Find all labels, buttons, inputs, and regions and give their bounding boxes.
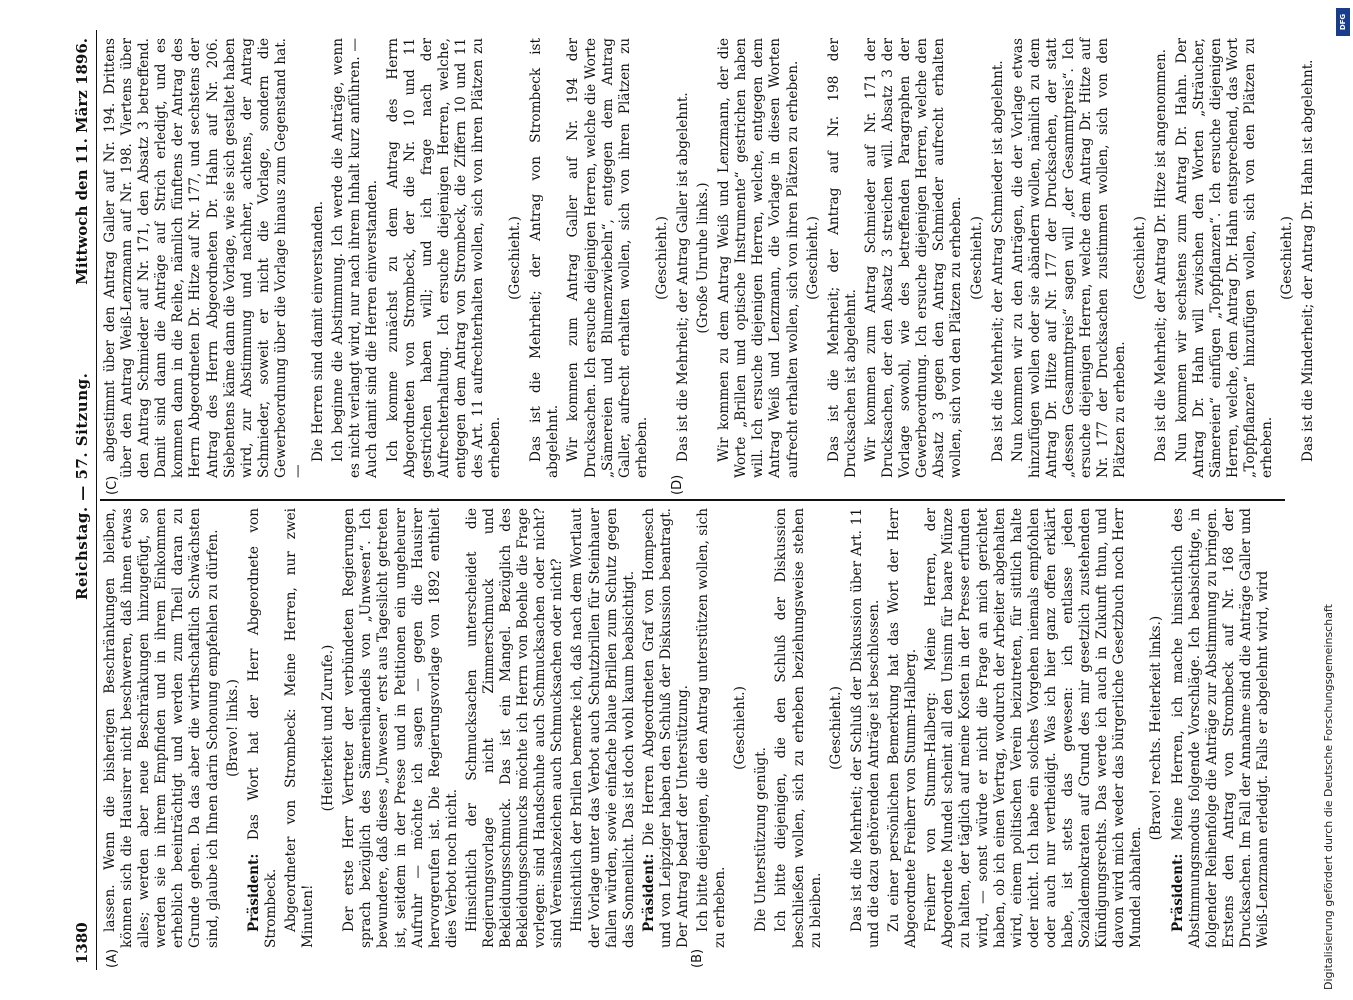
paragraph — [385, 38, 505, 478]
paragraph-text: Die Herren Abgeordneten Graf von Hompesch und von Leipziger haben den Schluß der Diskussion beantragt. Der Antrag bedarf der Unterstützung. — [640, 507, 691, 948]
paragraph-text: Abgeordneter von Strombeck: Meine Herren, nur zwei Minuten! — [282, 508, 317, 948]
paragraph — [565, 38, 650, 478]
paragraph — [990, 38, 1007, 478]
paragraph — [102, 38, 307, 478]
stage-direction: (Geschieht.) — [1132, 216, 1149, 300]
stage-direction: (Bravo! rechts. Heiterkeit links.) — [1148, 615, 1165, 841]
speaker-label: Präsident: — [1169, 853, 1186, 932]
paragraph-text: Meine Herren, ich mache hinsichtlich des Abstimmungsmodus folgende Vorschläge. Ich beabsichtige, in folgender Reihenfolge die Anträge zur Abstimmung zu bringen. Erstens den Antrag von Strombeck auf Nr. 168 der Drucksachen. Im Fall der Annahme sind die Anträge Galler und Weiß-Lenzmann erledigt. Falls er abgelehnt wird, wird — [1169, 507, 1271, 948]
paragraph — [886, 508, 920, 948]
paragraph — [863, 38, 966, 478]
paragraph-text: Die Unterstützung genügt. — [753, 747, 770, 932]
paragraph — [923, 508, 1145, 948]
paragraph-text: Das ist die Mehrheit; der Antrag Schmieder ist abgelehnt. — [989, 60, 1006, 462]
paragraph — [341, 508, 461, 948]
stage-direction: (Geschieht.) — [968, 216, 985, 300]
paragraph — [102, 508, 222, 948]
paragraph — [773, 508, 824, 948]
paragraph-text: Das ist die Mehrheit; der Antrag Galler ist abgelehnt. — [675, 92, 691, 462]
paragraph-text: Das Wort hat der Herr Abgeordnete von Strombeck. — [245, 508, 279, 948]
paragraph — [246, 508, 280, 948]
paragraph-text: abgestimmt über den Antrag Galler auf Nr. 194. Drittens über den Antrag Weiß-Lenzmann auf Nr. 198. Viertens über den Antrag Schmieder auf Nr. 171, den Absatz 3 betreffend. Damit sind dann die Anträge auf Strich erledigt, und es kommen dann in die Reihe, nämlich fünftens der Antrag des Herrn Abgeordneten Dr. Hitze auf Nr. 177, und sechstens der Antrag des Herrn Abgeordneten Dr. Hahn auf Nr. 206. Siebentens käme dann die Vorlage, wie sie sich gestaltet haben wird, zur Abstimmung und nachher, achtens, der Antrag Schmieder, soweit er nicht die Vorlage, sondern die Gewerbeordnung über die Vorlage hinaus zum Gegenstand hat. — — [102, 38, 307, 478]
session-date: Mittwoch den 11. März 1896. — [73, 38, 91, 285]
paragraph — [283, 508, 317, 948]
paragraph — [1170, 508, 1273, 948]
paragraph-text: Das ist die Minderheit; der Antrag Dr. Hahn ist abgelehnt. — [1300, 59, 1317, 462]
document-page — [70, 30, 1317, 970]
paragraph-text: Hinsichtlich der Brillen bemerke ich, daß nach dem Wortlaut der Vorlage unter das Verbot auch Schutzbrillen für Steinhauer fallen würden, sowie einfache blaue Brillen zum Schutz gegen das Sonnenlicht. Das ist doch wohl kaum beabsichtigt. — [569, 508, 637, 948]
stage-direction: (Geschieht.) — [804, 216, 821, 300]
paragraph-text: Wir kommen zu dem Antrag Weiß und Lenzmann, der die Worte „Brillen und optische Instrumente“ gestrichen haben will. Ich ersuche diejenigen Herren, welche, entgegen dem Antrag Weiß und Lenzmann, die Vorlage in diesen Worten aufrecht erhalten wollen, sich von ihren Plätzen zu erheben. — [716, 38, 801, 478]
paragraph — [464, 508, 567, 948]
paragraph — [569, 508, 637, 948]
margin-marker-b: (B) — [690, 948, 705, 968]
left-column — [102, 508, 1282, 948]
column-divider — [100, 500, 1285, 502]
paragraph-text: Das ist die Mehrheit; der Antrag von Strombeck ist abgelehnt. — [528, 38, 562, 478]
paragraph-text: Nun kommen wir sechstens zum Antrag Dr. Hahn. Der Antrag Dr. Hahn will zwischen den Worten „Sträucher, Sämereien“ einfügen „Topfpflanzen“. Ich ersuche diejenigen Herren, welche, dem Antrag Dr. Hahn entsprechend, das Wort „Topfpflanzen“ hinzufügen wollen, sich von den Plätzen zu erheben. — [1173, 38, 1275, 478]
stage-direction: (Geschieht.) — [1279, 216, 1296, 300]
stage-direction: (Geschieht.) — [827, 686, 844, 770]
stage-direction: (Heiterkeit und Zurufe.) — [320, 644, 337, 812]
paragraph — [1153, 38, 1170, 478]
paragraph-text: Die Herren sind damit einverstanden. — [310, 200, 327, 462]
session-title: Reichstag. — 57. Sitzung. — [73, 372, 91, 600]
paragraph-text: Freiherr von Stumm-Halberg: Meine Herren, der Abgeordnete Mundel scheint all den Unsinn für baare Münze zu halten, der täglich auf meine Kosten in der Presse erfunden wird, — sonst würde er nicht die Frage an mich gerichtet haben, ob ich einen Vertrag, wodurch der Arbeiter abgehalten wird, einem politischen Verein beizutreten, für sittlich halte oder nicht. Ich habe ein solches Vorgehen niemals empfohlen oder auch nur vertheidigt. Was ich hier ganz offen erklärt habe, ist stets das gewesen: ich entlasse jeden Sozialdemokraten auf Grund des mir gesetzlich zustehenden Kündigungsrechts. Das werde ich auch in Zukunft thun, und davon wird mich weder das bürgerliche Gesetzbuch noch Herr Mundel abhalten. — [923, 508, 1145, 948]
paragraph-text: Hinsichtlich der Schmucksachen unterscheidet die Regierungsvorlage nicht Zimmerschmuck und Bekleidungsschmuck. Das ist ein Mangel. Bezüglich des Bekleidungsschmucks möchte ich Herrn von Boehle die Frage vorlegen: sind Handschuhe auch Schmucksachen oder nicht? sind Vereinsabzeichen auch Schmucksachen oder nicht? — [463, 508, 566, 948]
paragraph — [826, 38, 860, 478]
paragraph-text: Der erste Herr Vertreter der verbündeten Regierungen sprach bezüglich des Sämereihandels von „Unwesen“. Ich bewundere, daß dieses „Unwesen“ erst aus Tageslicht getreten ist, seitdem in der Presse und in Petitionen ein ungeheurer Aufruhr — möchte ich sagen — gegen die Hausirer hervorgerufen ist. Die Regierungsvorlage von 1892 enthielt dies Verbot noch nicht. — [341, 508, 460, 948]
paragraph-text: Ich bitte diejenigen, die den Antrag unterstützen wollen, sich zu erheben. — [695, 507, 729, 948]
paragraph-text: Wir kommen zum Antrag Galler auf Nr. 194 der Drucksachen. Ich ersuche diejenigen Herren, welche die Worte „Sämereien und Blumenzwiebeln“, entgegen dem Antrag Galler, aufrecht erhalten wollen, sich von ihren Plätzen zu erheben. — [565, 38, 650, 478]
right-column — [102, 38, 1317, 478]
paragraph — [310, 38, 327, 478]
paragraph — [1174, 38, 1277, 478]
paragraph — [330, 38, 381, 478]
page-header — [70, 30, 97, 970]
paragraph — [716, 38, 801, 478]
margin-marker-c: (C) — [105, 475, 120, 495]
paragraph — [675, 38, 692, 478]
paragraph — [753, 508, 770, 948]
paragraph — [528, 38, 562, 478]
paragraph-text: Ich komme zunächst zu dem Antrag des Herrn Abgeordneten von Strombeck, der die Nr. 10 und 11 gestrichen haben will; und ich frage nach der Aufrechterhaltung. Ich ersuche diejenigen Herren, welche, entgegen dem Antrag von Strombeck, die Ziffern 10 und 11 des Art. 11 aufrechterhalten wollen, sich von ihren Plätzen zu erheben. — [384, 38, 504, 478]
margin-marker-d: (D) — [670, 474, 685, 495]
dfg-logo: DFG — [1336, 8, 1350, 36]
paragraph-text: Das ist die Mehrheit; der Antrag Dr. Hitze ist angenommen. — [1153, 48, 1170, 462]
paragraph-text: Ich bitte diejenigen, die den Schluß der Diskussion beschließen wollen, sich zu erheben beziehungsweise stehen zu bleiben. — [773, 508, 824, 948]
paragraph-text: Zu einer persönlichen Bemerkung hat das Wort der Herr Abgeordnete Freiherr von Stumm-Halberg. — [886, 508, 920, 948]
stage-direction: (Geschieht.) — [507, 216, 524, 300]
paragraph — [1300, 38, 1317, 478]
paragraph-text: Nun kommen wir zu den Anträgen, die der Vorlage etwas hinzufügen wollen oder sie abändern wollen, nämlich zu dem Antrag Dr. Hitze auf Nr. 177 der Drucksachen, der statt „dessen Gesammtpreis“ sagen will „der Gesammtpreis“. Ich ersuche diejenigen Herren, welche dem Antrag Dr. Hitze auf Nr. 177 der Drucksachen zustimmen wollen, sich von den Plätzen zu erheben. — [1009, 38, 1129, 478]
margin-marker-a: (A) — [105, 948, 120, 968]
paragraph — [695, 508, 729, 948]
paragraph-text: lassen. Wenn die bisherigen Beschränkungen bleiben, können sich die Hausirer nicht beschweren, daß ihnen etwas alles; werden aber neue Beschränkungen hinzugefügt, so werden sie in ihrem Empfinden und in ihrem Einkommen erheblich beeinträchtigt und werden zum Theil daran zu Grunde gehen. Da das aber die wirthschaftlich Schwächsten sind, glaube ich Ihnen darin Schonung empfehlen zu dürfen. — [102, 508, 221, 948]
stage-direction: (Große Unruhe links.) — [695, 182, 712, 334]
stage-direction: (Geschieht.) — [653, 216, 670, 300]
paragraph — [849, 508, 883, 948]
page-number: 1380 — [73, 922, 91, 964]
stage-direction: (Bravo! links.) — [224, 679, 241, 777]
paragraph — [1010, 38, 1130, 478]
paragraph-text: Das ist die Mehrheit; der Schluß der Diskussion über Art. 11 und die dazu gehörenden Anträge ist beschlossen. — [848, 508, 882, 948]
paragraph-text: Das ist die Mehrheit; der Antrag auf Nr. 198 der Drucksachen ist abgelehnt. — [825, 38, 859, 478]
stage-direction: (Geschieht.) — [732, 686, 749, 770]
digitization-credit: Digitalisierung gefördert durch die Deutsche Forschungsgemeinschaft — [1322, 604, 1335, 990]
paragraph-text: Wir kommen zum Antrag Schmieder auf Nr. 171 der Drucksachen, der den Absatz 3 streichen will. Absatz 3 der Vorlage sowohl, wie des betreffenden Paragraphen der Gewerbeordnung. Ich ersuche diejenigen Herren, welche den Absatz 3 gegen den Antrag Schmieder aufrecht erhalten wollen, sich von den Plätzen zu erheben. — [862, 38, 965, 478]
paragraph — [641, 508, 692, 948]
paragraph-text: Ich beginne die Abstimmung. Ich werde die Anträge, wenn es nicht verlangt wird, nur nach ihrem Inhalt kurz anführen. — Auch damit sind die Herren einverstanden. — [330, 38, 381, 478]
speaker-label: Präsident: — [245, 853, 262, 932]
speaker-label: Präsident: — [640, 853, 657, 932]
